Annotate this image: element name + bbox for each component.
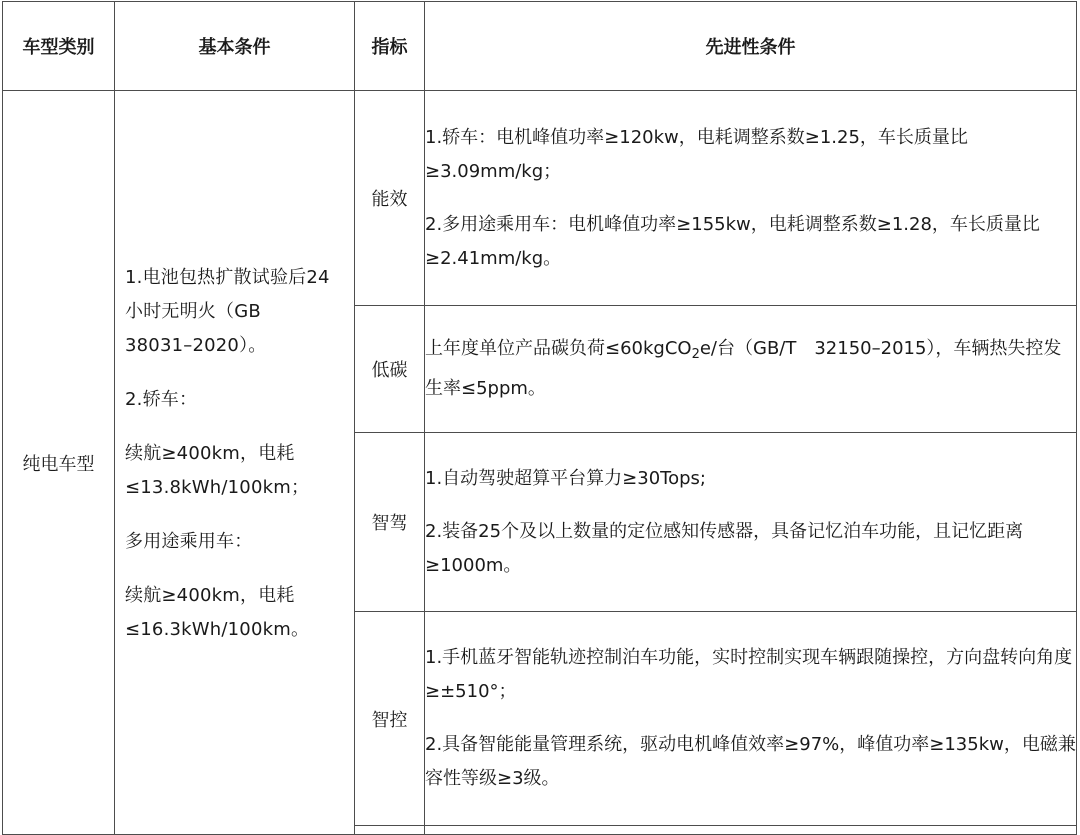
advanced-condition-text: 2.具备智能能量管理系统，驱动电机峰值效率≥97%，峰值功率≥135kw，电磁兼容性等级≥3级。: [425, 734, 1076, 789]
advanced-condition-text: 2.装备25个及以上数量的定位感知传感器，具备记忆泊车功能，且记忆距离≥1000m。: [425, 520, 1024, 576]
basic-condition-5: 续航≥400km，电耗≤16.3kWh/100km。: [125, 585, 310, 640]
advanced-condition-text: 1.手机蓝牙智能轨迹控制泊车功能，实时控制实现车辆跟随操控，方向盘转向角度≥±510°；: [425, 647, 1073, 702]
vehicle-conditions-table: [2, 1, 1077, 835]
table-row-efficiency: [3, 91, 1077, 306]
advanced-condition-text: 1.自动驾驶超算平台算力≥30Tops;: [425, 467, 706, 489]
advanced-conditions-smart-driving: [425, 433, 1077, 612]
header-advanced-conditions: 先进性条件: [425, 2, 1077, 91]
basic-condition-1: 1.电池包热扩散试验后24小时无明火（GB 38031–2020）。: [125, 267, 330, 356]
advanced-conditions-efficiency: [425, 91, 1077, 306]
header-row: [3, 2, 1077, 91]
continuation-cell: [355, 826, 425, 835]
indicator-smart-control: 智控: [355, 612, 425, 826]
basic-condition-2: 2.轿车：: [125, 389, 198, 410]
advanced-condition-text: [425, 332, 1076, 406]
advanced-conditions-smart-control: [425, 612, 1077, 826]
header-indicator: 指标: [355, 2, 425, 91]
indicator-low-carbon: 低碳: [355, 306, 425, 433]
vehicle-type-cell: 纯电车型: [3, 91, 115, 835]
indicator-smart-driving: 智驾: [355, 433, 425, 612]
advanced-condition-text: 2.多用途乘用车：电机峰值功率≥155kw，电耗调整系数≥1.28，车长质量比≥2.41mm/kg。: [425, 213, 1040, 269]
advanced-condition-text: 1.轿车：电机峰值功率≥120kw，电耗调整系数≥1.25，车长质量比≥3.09mm/kg；: [425, 126, 968, 182]
basic-condition-3: 续航≥400km，电耗≤13.8kWh/100km；: [125, 443, 310, 498]
carbon-text-before: 上年度单位产品碳负荷≤60kgCO: [425, 338, 692, 359]
header-vehicle-type: 车型类别: [3, 2, 115, 91]
basic-conditions-cell: [115, 91, 355, 835]
header-basic-conditions: 基本条件: [115, 2, 355, 91]
advanced-conditions-low-carbon: [425, 306, 1077, 433]
co2-subscript: 2: [691, 347, 700, 362]
carbon-text-after: e/台（GB/T 32150–2015），车辆热失控发生率≤5ppm。: [425, 338, 1062, 399]
continuation-cell: [425, 826, 1077, 835]
indicator-efficiency: 能效: [355, 91, 425, 306]
basic-condition-4: 多用途乘用车：: [125, 531, 253, 552]
